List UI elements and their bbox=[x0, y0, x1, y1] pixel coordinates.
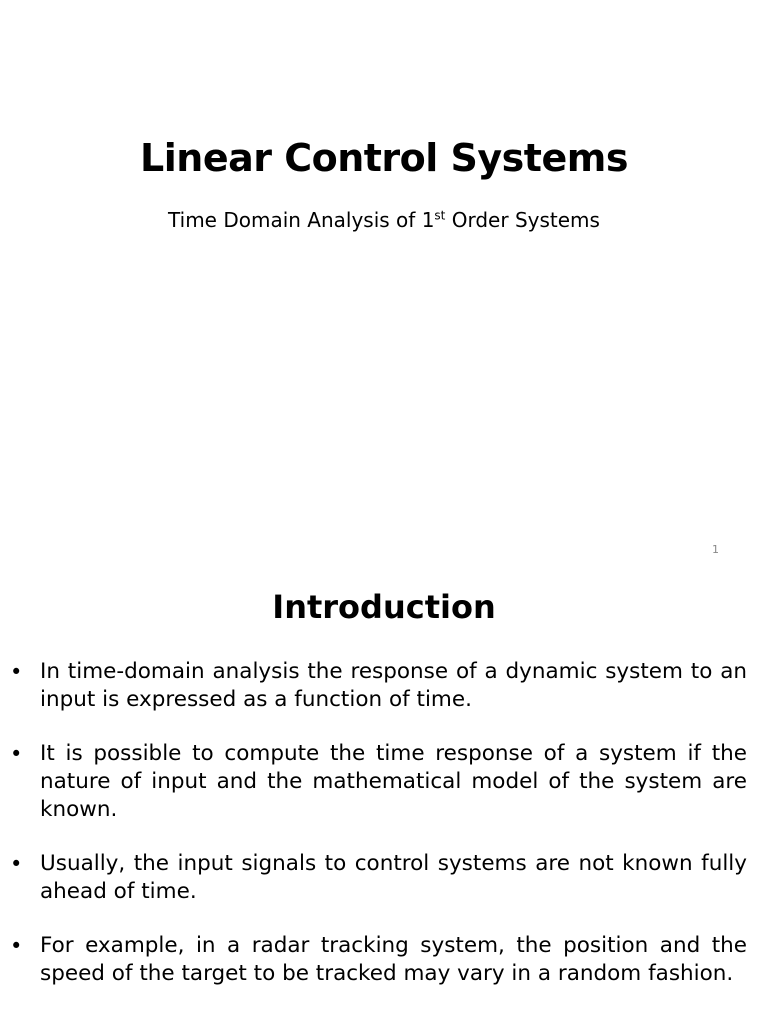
bullet-marker: • bbox=[10, 660, 23, 684]
subtitle-text-start: Time Domain Analysis of 1 bbox=[168, 208, 435, 232]
bullet-item bbox=[0, 932, 768, 988]
slide-title: Linear Control Systems bbox=[140, 136, 628, 180]
subtitle-text-end: Order Systems bbox=[445, 208, 600, 232]
bullet-text: In time-domain analysis the response of a dynamic system to an input is expressed as a function of time. bbox=[40, 659, 747, 712]
bullet-marker: • bbox=[10, 742, 23, 766]
slide-subtitle bbox=[0, 208, 768, 232]
bullet-item bbox=[0, 850, 768, 906]
bullet-item bbox=[0, 658, 768, 714]
bullet-marker: • bbox=[10, 852, 23, 876]
introduction-slide bbox=[0, 576, 768, 1024]
bullet-text: Usually, the input signals to control systems are not known fully ahead of time. bbox=[40, 851, 747, 904]
bullet-marker: • bbox=[10, 934, 23, 958]
slide-number: 1 bbox=[712, 543, 719, 556]
bullet-list bbox=[0, 658, 768, 1014]
bullet-text: It is possible to compute the time response of a system if the nature of input and the mathematical model of the system are known. bbox=[40, 741, 747, 822]
slide-heading: Introduction bbox=[272, 588, 496, 626]
subtitle-superscript: st bbox=[434, 208, 446, 223]
bullet-item bbox=[0, 740, 768, 824]
bullet-text: For example, in a radar tracking system, the position and the speed of the target to be tracked may vary in a random fashion. bbox=[40, 933, 747, 986]
